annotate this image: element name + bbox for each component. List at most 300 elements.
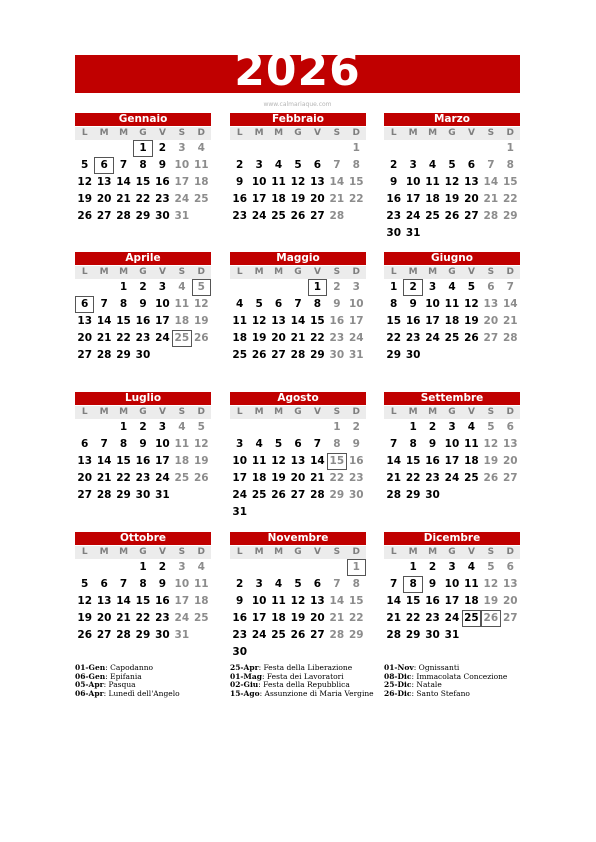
weekday-header (230, 546, 366, 559)
holiday-day-cell: 8 (403, 576, 422, 593)
day-cell: 26 (271, 489, 286, 501)
weekday-label: L (81, 267, 88, 277)
day-cell: 30 (135, 489, 151, 501)
day-cell: 14 (483, 176, 499, 188)
day-cell: 31 (155, 489, 170, 501)
day-cell: 21 (329, 193, 345, 205)
day-cell: 14 (96, 315, 112, 327)
month-giugno (384, 252, 520, 393)
day-cell: 18 (174, 455, 190, 467)
day-cell: 15 (386, 315, 402, 327)
weekday-label: M (408, 267, 418, 277)
weekday-label: S (178, 547, 186, 557)
day-cell: 1 (409, 561, 417, 573)
day-cell: 26 (290, 629, 306, 641)
day-cell: 7 (313, 438, 322, 450)
day-cell: 22 (348, 612, 364, 624)
day-cell: 26 (193, 332, 209, 344)
day-cell: 4 (428, 159, 437, 171)
day-cell: 11 (271, 595, 286, 607)
day-cell: 25 (271, 210, 286, 222)
day-cell: 21 (310, 472, 325, 484)
day-cell: 26 (251, 349, 267, 361)
holiday-name: : Festa dei Lavoratori (261, 671, 344, 681)
day-cell: 29 (405, 489, 421, 501)
day-cell: 17 (405, 193, 421, 205)
month-maggio (230, 252, 366, 393)
day-cell: 1 (333, 421, 341, 433)
weekday-label: L (390, 267, 397, 277)
day-cell: 3 (448, 421, 456, 433)
weekday-label: D (352, 128, 361, 138)
day-cell: 31 (232, 506, 248, 518)
day-cell: 10 (348, 298, 364, 310)
day-cell: 19 (483, 455, 499, 467)
day-cell: 2 (139, 421, 147, 433)
weekday-label: L (236, 407, 243, 417)
day-cell: 9 (390, 176, 398, 188)
weekday-label: M (119, 547, 129, 557)
day-cell: 23 (425, 612, 440, 624)
day-cell: 17 (174, 176, 190, 188)
holiday-date: 26-Dic (384, 688, 412, 698)
day-cell: 23 (232, 629, 248, 641)
weekday-header (75, 266, 211, 279)
day-cell: 23 (135, 472, 151, 484)
day-cell: 14 (96, 455, 112, 467)
weekday-header (384, 406, 520, 419)
weekday-label: G (294, 128, 302, 138)
day-cell: 1 (119, 421, 128, 433)
day-cell: 8 (333, 438, 341, 450)
day-cell: 24 (174, 193, 190, 205)
holiday-name: : Ognissanti (413, 663, 460, 672)
day-cell: 19 (464, 315, 479, 327)
holiday-name: : Assunzione di Maria Vergine (259, 688, 374, 698)
day-cell: 29 (310, 349, 325, 361)
day-cell: 8 (390, 298, 398, 310)
holiday-day-cell: 26 (481, 610, 500, 627)
weekday-label: G (139, 407, 147, 417)
day-cell: 31 (405, 227, 421, 239)
weekday-label: M (99, 547, 109, 557)
day-cell: 10 (251, 595, 267, 607)
day-cell: 13 (464, 176, 479, 188)
weekday-header (75, 127, 211, 140)
day-cell: 4 (274, 578, 283, 590)
weekday-header (75, 406, 211, 419)
day-cell: 28 (116, 210, 131, 222)
holiday-day-cell: 6 (75, 296, 94, 313)
day-cell: 20 (464, 193, 479, 205)
weekday-label: M (254, 547, 264, 557)
weekday-label: G (448, 407, 456, 417)
weekday-label: V (313, 407, 321, 417)
day-cell: 27 (464, 210, 479, 222)
day-cell: 15 (135, 595, 151, 607)
weekday-header (384, 546, 520, 559)
day-cell: 25 (193, 193, 209, 205)
weekday-label: V (158, 267, 166, 277)
day-cell: 29 (386, 349, 402, 361)
day-cell: 25 (232, 349, 248, 361)
holiday-day-cell: 2 (403, 279, 422, 296)
day-cell: 19 (271, 472, 286, 484)
weekday-label: M (408, 128, 418, 138)
day-cell: 8 (352, 159, 360, 171)
day-cell: 13 (77, 315, 93, 327)
holiday-date: 25-Apr (230, 663, 259, 672)
year-title: 2026 (234, 45, 361, 96)
month-novembre (230, 532, 366, 673)
day-cell: 2 (333, 281, 341, 293)
weekday-label: M (119, 407, 129, 417)
weekday-label: V (467, 267, 475, 277)
day-cell: 21 (116, 193, 131, 205)
day-cell: 7 (100, 298, 108, 310)
day-grid (75, 279, 211, 393)
day-cell: 9 (139, 298, 147, 310)
month-febbraio (230, 113, 366, 254)
day-cell: 7 (333, 578, 341, 590)
holiday-list (230, 664, 380, 698)
day-cell: 3 (255, 578, 263, 590)
holiday-list (75, 664, 225, 698)
day-cell: 14 (116, 595, 131, 607)
weekday-label: L (390, 128, 397, 138)
day-cell: 14 (386, 595, 402, 607)
day-cell: 10 (155, 298, 170, 310)
day-cell: 4 (467, 421, 476, 433)
day-cell: 23 (155, 612, 170, 624)
day-cell: 6 (467, 159, 476, 171)
weekday-label: L (81, 547, 88, 557)
day-cell: 29 (116, 349, 131, 361)
day-cell: 19 (290, 612, 306, 624)
weekday-label: M (274, 407, 284, 417)
day-cell: 9 (236, 176, 244, 188)
day-cell: 29 (502, 210, 518, 222)
day-cell: 4 (236, 298, 244, 310)
day-cell: 15 (135, 176, 151, 188)
day-cell: 3 (178, 142, 186, 154)
day-cell: 22 (405, 472, 421, 484)
month-title: Giugno (384, 252, 520, 265)
weekday-label: S (178, 128, 186, 138)
weekday-header (230, 266, 366, 279)
day-cell: 19 (77, 193, 93, 205)
month-title: Dicembre (384, 532, 520, 545)
day-cell: 22 (116, 332, 131, 344)
day-cell: 12 (483, 438, 499, 450)
holiday-name: : Santo Stefano (411, 688, 470, 698)
holiday-name: : Capodanno (105, 663, 154, 672)
day-cell: 7 (294, 298, 302, 310)
day-cell: 21 (116, 612, 131, 624)
day-cell: 3 (428, 281, 437, 293)
day-cell: 2 (352, 421, 360, 433)
day-cell: 6 (313, 578, 322, 590)
day-cell: 19 (193, 455, 209, 467)
day-cell: 28 (290, 349, 306, 361)
day-cell: 17 (251, 612, 267, 624)
day-cell: 9 (428, 578, 437, 590)
day-cell: 22 (135, 612, 151, 624)
day-cell: 5 (467, 281, 476, 293)
day-cell: 30 (348, 489, 364, 501)
day-cell: 27 (290, 489, 306, 501)
weekday-label: D (197, 128, 206, 138)
day-cell: 15 (405, 595, 421, 607)
weekday-label: L (390, 547, 397, 557)
day-cell: 20 (271, 332, 286, 344)
month-marzo (384, 113, 520, 254)
year-banner (75, 45, 520, 96)
day-cell: 14 (310, 455, 325, 467)
day-cell: 30 (386, 227, 402, 239)
day-cell: 28 (483, 210, 499, 222)
weekday-header (230, 406, 366, 419)
day-cell: 9 (158, 578, 167, 590)
day-cell: 31 (174, 629, 190, 641)
day-cell: 2 (236, 159, 244, 171)
day-cell: 19 (483, 595, 499, 607)
day-cell: 11 (271, 176, 286, 188)
day-cell: 12 (483, 578, 499, 590)
day-cell: 26 (483, 472, 499, 484)
day-cell: 10 (444, 438, 460, 450)
day-grid (230, 419, 366, 533)
day-cell: 25 (251, 489, 267, 501)
holiday-date: 15-Ago (230, 688, 260, 698)
holiday-item (230, 690, 380, 699)
day-cell: 12 (77, 176, 93, 188)
day-cell: 25 (174, 472, 190, 484)
day-cell: 22 (386, 332, 402, 344)
weekday-label: G (139, 547, 147, 557)
holiday-item (75, 690, 225, 699)
day-cell: 21 (502, 315, 518, 327)
holiday-date: 25-Dic (384, 680, 412, 689)
day-cell: 24 (444, 612, 460, 624)
day-cell: 30 (425, 489, 440, 501)
day-cell: 21 (290, 332, 306, 344)
day-cell: 28 (386, 629, 402, 641)
month-title: Settembre (384, 392, 520, 405)
day-cell: 18 (193, 595, 209, 607)
day-cell: 11 (444, 298, 460, 310)
day-cell: 29 (135, 629, 151, 641)
day-cell: 15 (502, 176, 518, 188)
day-cell: 31 (174, 210, 190, 222)
day-cell: 14 (329, 595, 345, 607)
day-cell: 1 (409, 421, 417, 433)
website-watermark: www.calmariaque.com (263, 101, 332, 108)
holiday-name: : Immacolata Concezione (411, 671, 508, 681)
day-cell: 11 (174, 298, 190, 310)
day-cell: 10 (251, 176, 267, 188)
day-cell: 21 (386, 472, 402, 484)
day-cell: 4 (197, 561, 205, 573)
holiday-day-cell: 1 (347, 559, 366, 576)
day-cell: 16 (135, 455, 151, 467)
day-cell: 7 (333, 159, 341, 171)
day-cell: 16 (329, 315, 345, 327)
day-cell: 5 (81, 578, 89, 590)
weekday-label: G (139, 128, 147, 138)
day-cell: 12 (251, 315, 267, 327)
day-cell: 29 (116, 489, 131, 501)
day-cell: 23 (348, 472, 364, 484)
day-cell: 4 (467, 561, 476, 573)
day-cell: 10 (232, 455, 248, 467)
day-cell: 8 (409, 438, 417, 450)
day-cell: 19 (444, 193, 460, 205)
day-cell: 8 (119, 438, 128, 450)
weekday-label: S (333, 407, 341, 417)
day-cell: 5 (294, 578, 302, 590)
day-grid (384, 140, 520, 254)
day-cell: 27 (483, 332, 499, 344)
day-cell: 17 (232, 472, 248, 484)
day-cell: 4 (255, 438, 263, 450)
day-grid (75, 140, 211, 254)
weekday-label: S (333, 547, 341, 557)
day-cell: 28 (96, 489, 112, 501)
day-cell: 2 (236, 578, 244, 590)
holiday-date: 06-Gen (75, 671, 106, 681)
month-settembre (384, 392, 520, 533)
month-dicembre (384, 532, 520, 673)
weekday-label: S (487, 128, 495, 138)
weekday-label: D (197, 267, 206, 277)
day-cell: 7 (100, 438, 108, 450)
day-cell: 24 (348, 332, 364, 344)
day-cell: 20 (483, 315, 499, 327)
day-cell: 16 (232, 193, 248, 205)
day-cell: 30 (405, 349, 421, 361)
day-cell: 18 (193, 176, 209, 188)
day-cell: 15 (348, 595, 364, 607)
day-grid (230, 140, 366, 254)
day-cell: 11 (251, 455, 267, 467)
day-cell: 17 (348, 315, 364, 327)
holiday-day-cell: 25 (172, 330, 191, 347)
day-cell: 9 (428, 438, 437, 450)
day-cell: 6 (294, 438, 302, 450)
day-cell: 7 (119, 159, 128, 171)
day-cell: 30 (425, 629, 440, 641)
day-cell: 5 (448, 159, 456, 171)
holiday-day-cell: 1 (133, 140, 152, 157)
month-title: Luglio (75, 392, 211, 405)
day-cell: 11 (464, 438, 479, 450)
day-cell: 5 (81, 159, 89, 171)
day-cell: 24 (155, 472, 170, 484)
weekday-header (384, 127, 520, 140)
day-cell: 31 (444, 629, 460, 641)
day-cell: 9 (139, 438, 147, 450)
holiday-day-cell: 1 (308, 279, 327, 296)
day-cell: 9 (236, 595, 244, 607)
day-cell: 22 (502, 193, 518, 205)
day-cell: 2 (428, 561, 437, 573)
weekday-label: D (506, 267, 515, 277)
weekday-label: D (352, 267, 361, 277)
month-title: Gennaio (75, 113, 211, 126)
day-cell: 7 (487, 159, 495, 171)
day-cell: 16 (386, 193, 402, 205)
holiday-list (384, 664, 524, 698)
day-cell: 30 (135, 349, 151, 361)
weekday-label: M (99, 267, 109, 277)
day-cell: 19 (193, 315, 209, 327)
weekday-label: M (254, 407, 264, 417)
weekday-label: V (467, 407, 475, 417)
day-cell: 21 (386, 612, 402, 624)
day-cell: 26 (77, 210, 93, 222)
weekday-label: D (506, 128, 515, 138)
day-cell: 10 (405, 176, 421, 188)
weekday-label: V (467, 128, 475, 138)
day-cell: 22 (348, 193, 364, 205)
day-cell: 24 (155, 332, 170, 344)
day-cell: 21 (96, 332, 112, 344)
day-cell: 26 (77, 629, 93, 641)
weekday-label: S (487, 407, 495, 417)
day-cell: 15 (310, 315, 325, 327)
holiday-day-cell: 25 (462, 610, 481, 627)
day-cell: 27 (310, 629, 325, 641)
day-cell: 30 (232, 646, 248, 658)
day-cell: 27 (271, 349, 286, 361)
day-cell: 23 (386, 210, 402, 222)
day-cell: 6 (81, 438, 89, 450)
day-cell: 22 (310, 332, 325, 344)
weekday-label: G (294, 267, 302, 277)
month-agosto (230, 392, 366, 533)
day-cell: 5 (487, 421, 495, 433)
day-cell: 28 (329, 210, 345, 222)
day-cell: 24 (174, 612, 190, 624)
day-cell: 2 (428, 421, 437, 433)
day-cell: 28 (310, 489, 325, 501)
day-cell: 12 (271, 455, 286, 467)
weekday-label: S (333, 128, 341, 138)
day-cell: 27 (96, 210, 112, 222)
day-cell: 11 (232, 315, 248, 327)
day-cell: 28 (116, 629, 131, 641)
day-cell: 27 (310, 210, 325, 222)
day-cell: 9 (158, 159, 167, 171)
day-cell: 3 (158, 281, 167, 293)
day-cell: 11 (193, 578, 209, 590)
day-cell: 8 (139, 159, 147, 171)
month-ottobre (75, 532, 211, 673)
day-cell: 7 (506, 281, 514, 293)
day-cell: 8 (506, 159, 514, 171)
day-cell: 21 (96, 472, 112, 484)
holiday-date: 01-Nov (384, 663, 414, 672)
weekday-label: S (178, 407, 186, 417)
day-cell: 10 (425, 298, 440, 310)
day-cell: 6 (274, 298, 283, 310)
day-cell: 13 (290, 455, 306, 467)
weekday-label: L (81, 128, 88, 138)
day-cell: 6 (506, 421, 514, 433)
day-cell: 17 (155, 315, 170, 327)
day-cell: 18 (232, 332, 248, 344)
